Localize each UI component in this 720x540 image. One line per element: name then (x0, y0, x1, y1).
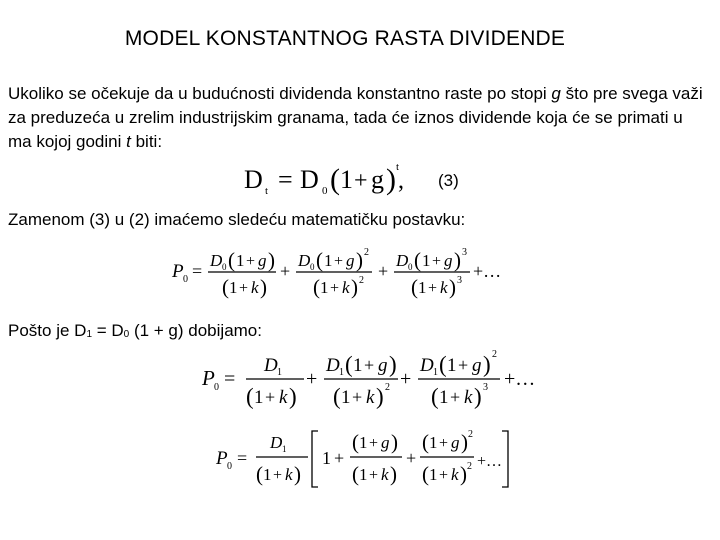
svg-text:D: D (300, 165, 319, 194)
svg-text:3: 3 (462, 247, 467, 258)
svg-text:0: 0 (222, 262, 227, 272)
svg-text:): ) (289, 384, 297, 409)
equation-p0-d1-series (200, 345, 550, 415)
svg-text:+: + (369, 467, 379, 484)
svg-text:(: ( (228, 248, 235, 272)
svg-text:g: g (258, 251, 267, 270)
since-text-sub0: 0 (123, 329, 130, 340)
svg-text:3: 3 (457, 275, 462, 286)
since-text-suffix: (1 + g) dobijamo: (129, 321, 262, 340)
since-text-mid: = D (92, 321, 124, 340)
svg-text:k: k (440, 278, 448, 297)
svg-text:t: t (396, 161, 400, 173)
intro-var-t: t (126, 132, 131, 151)
svg-text:+: + (406, 448, 417, 468)
svg-text:2: 2 (467, 461, 472, 472)
svg-text:g: g (371, 165, 384, 194)
svg-text:+…: +… (473, 261, 502, 281)
svg-text:): ) (268, 248, 275, 272)
svg-text:(: ( (414, 248, 421, 272)
svg-text:3: 3 (483, 382, 488, 393)
svg-text:1: 1 (236, 251, 245, 270)
svg-text:1: 1 (340, 165, 353, 194)
svg-text:=: = (224, 368, 236, 390)
page-title: MODEL KONSTANTNOG RASTA DIVIDENDE (124, 27, 566, 50)
svg-text:(: ( (333, 384, 341, 409)
svg-text:(: ( (439, 352, 447, 377)
svg-text:1: 1 (359, 465, 368, 484)
svg-text:+: + (334, 448, 345, 468)
svg-text:): ) (294, 462, 301, 486)
svg-text:): ) (260, 275, 267, 299)
svg-text:+: + (306, 368, 318, 390)
svg-text:P: P (216, 448, 228, 469)
svg-text:2: 2 (492, 349, 497, 360)
svg-text:): ) (449, 275, 456, 299)
svg-text:+…: +… (504, 368, 536, 390)
svg-text:2: 2 (385, 382, 390, 393)
svg-text:(: ( (345, 352, 353, 377)
svg-text:): ) (390, 462, 397, 486)
svg-text:+: + (334, 253, 344, 270)
svg-text:1: 1 (418, 278, 427, 297)
svg-text:k: k (279, 387, 288, 408)
svg-text:D: D (420, 355, 434, 376)
svg-text:D: D (270, 433, 283, 452)
svg-text:,: , (398, 168, 404, 194)
svg-text:+: + (364, 355, 375, 375)
svg-text:1: 1 (254, 387, 264, 408)
equation-3 (238, 158, 408, 198)
svg-text:P: P (172, 261, 184, 282)
svg-text:1: 1 (439, 387, 449, 408)
svg-text:2: 2 (359, 275, 364, 286)
svg-text:): ) (351, 275, 358, 299)
svg-text:k: k (342, 278, 350, 297)
substitution-text: Zamenom (3) u (2) imaćemo sledeću matematičku postavku: (8, 210, 466, 229)
svg-text:0: 0 (322, 185, 328, 197)
svg-text:1: 1 (433, 367, 438, 378)
svg-text:+: + (369, 435, 379, 452)
svg-text:=: = (192, 261, 203, 281)
svg-text:(: ( (431, 384, 439, 409)
svg-text:+: + (439, 467, 449, 484)
svg-text:): ) (483, 352, 491, 377)
intro-var-g: g (551, 84, 561, 103)
svg-text:1: 1 (341, 387, 351, 408)
intro-text-3: biti: (130, 132, 163, 151)
svg-text:(: ( (352, 462, 359, 486)
svg-text:2: 2 (468, 429, 473, 440)
svg-text:1: 1 (359, 433, 368, 452)
svg-text:0: 0 (408, 262, 413, 272)
svg-text:): ) (460, 462, 467, 486)
svg-text:(: ( (352, 430, 359, 454)
svg-text:): ) (376, 384, 384, 409)
svg-text:(: ( (222, 275, 229, 299)
svg-text:): ) (391, 430, 398, 454)
svg-text:D: D (326, 355, 340, 376)
svg-text:0: 0 (214, 382, 219, 393)
svg-text:k: k (285, 465, 293, 484)
svg-text:+: + (458, 355, 469, 375)
svg-text:+: + (439, 435, 449, 452)
svg-text:k: k (251, 278, 259, 297)
svg-text:g: g (451, 433, 460, 452)
svg-text:1: 1 (282, 444, 287, 454)
svg-text:): ) (454, 248, 461, 272)
intro-text-2: što pre svega važi za preduzeća u zrelim industrijskim granama, tada će iznos dividende koja će se primati u ma kojoj godini (8, 84, 703, 151)
svg-text:): ) (386, 163, 396, 196)
svg-text:=: = (278, 165, 293, 194)
since-text-prefix: Pošto je D (8, 321, 87, 340)
svg-text:(: ( (316, 248, 323, 272)
svg-text:+: + (273, 467, 283, 484)
svg-text:g: g (472, 355, 482, 376)
svg-text:+: + (352, 387, 363, 407)
svg-text:): ) (389, 352, 397, 377)
svg-text:): ) (461, 430, 468, 454)
svg-text:+: + (280, 261, 291, 281)
equation-p0-factored (212, 425, 522, 495)
svg-text:+…: +… (477, 453, 503, 470)
svg-text:(: ( (422, 430, 429, 454)
svg-text:+: + (239, 280, 249, 297)
svg-text:k: k (464, 387, 473, 408)
since-text-sub1: 1 (86, 329, 92, 340)
intro-paragraph (8, 82, 708, 154)
svg-text:g: g (444, 251, 453, 270)
svg-text:+: + (432, 253, 442, 270)
svg-text:0: 0 (227, 461, 232, 472)
svg-text:1: 1 (447, 355, 457, 376)
svg-text:0: 0 (183, 274, 188, 285)
svg-text:+: + (246, 253, 256, 270)
svg-text:1: 1 (339, 367, 344, 378)
svg-text:+: + (378, 261, 389, 281)
svg-text:1: 1 (322, 448, 331, 468)
svg-text:D: D (396, 251, 409, 270)
svg-text:+: + (265, 387, 276, 407)
svg-text:1: 1 (353, 355, 363, 376)
svg-text:1: 1 (277, 367, 282, 378)
svg-text:(: ( (411, 275, 418, 299)
svg-text:1: 1 (229, 278, 238, 297)
svg-text:0: 0 (310, 262, 315, 272)
svg-text:+: + (400, 368, 412, 390)
equation-3-label: (3) (438, 171, 459, 190)
since-text (8, 321, 262, 341)
svg-text:D: D (210, 251, 223, 270)
svg-text:(: ( (330, 163, 340, 196)
svg-text:g: g (381, 433, 390, 452)
svg-text:+: + (428, 280, 438, 297)
svg-text:2: 2 (364, 247, 369, 258)
svg-text:k: k (366, 387, 375, 408)
svg-text:+: + (354, 168, 368, 194)
svg-text:1: 1 (429, 465, 438, 484)
intro-text-1: Ukoliko se očekuje da u budućnosti dividenda konstantno raste po stopi (8, 84, 552, 103)
svg-text:D: D (264, 355, 278, 376)
svg-text:(: ( (246, 384, 254, 409)
svg-text:(: ( (313, 275, 320, 299)
svg-text:g: g (346, 251, 355, 270)
svg-text:+: + (450, 387, 461, 407)
svg-text:1: 1 (320, 278, 329, 297)
svg-text:1: 1 (324, 251, 333, 270)
svg-text:1: 1 (263, 465, 272, 484)
svg-text:P: P (202, 366, 215, 390)
svg-text:k: k (381, 465, 389, 484)
svg-text:+: + (330, 280, 340, 297)
svg-text:): ) (356, 248, 363, 272)
equation-p0-series (170, 244, 530, 304)
svg-text:1: 1 (429, 433, 438, 452)
svg-text:(: ( (256, 462, 263, 486)
svg-text:D: D (298, 251, 311, 270)
svg-text:g: g (378, 355, 388, 376)
svg-text:k: k (451, 465, 459, 484)
svg-text:t: t (265, 185, 269, 197)
svg-text:D: D (244, 165, 263, 194)
svg-text:=: = (237, 448, 248, 468)
svg-text:): ) (474, 384, 482, 409)
svg-text:1: 1 (422, 251, 431, 270)
svg-text:(: ( (422, 462, 429, 486)
